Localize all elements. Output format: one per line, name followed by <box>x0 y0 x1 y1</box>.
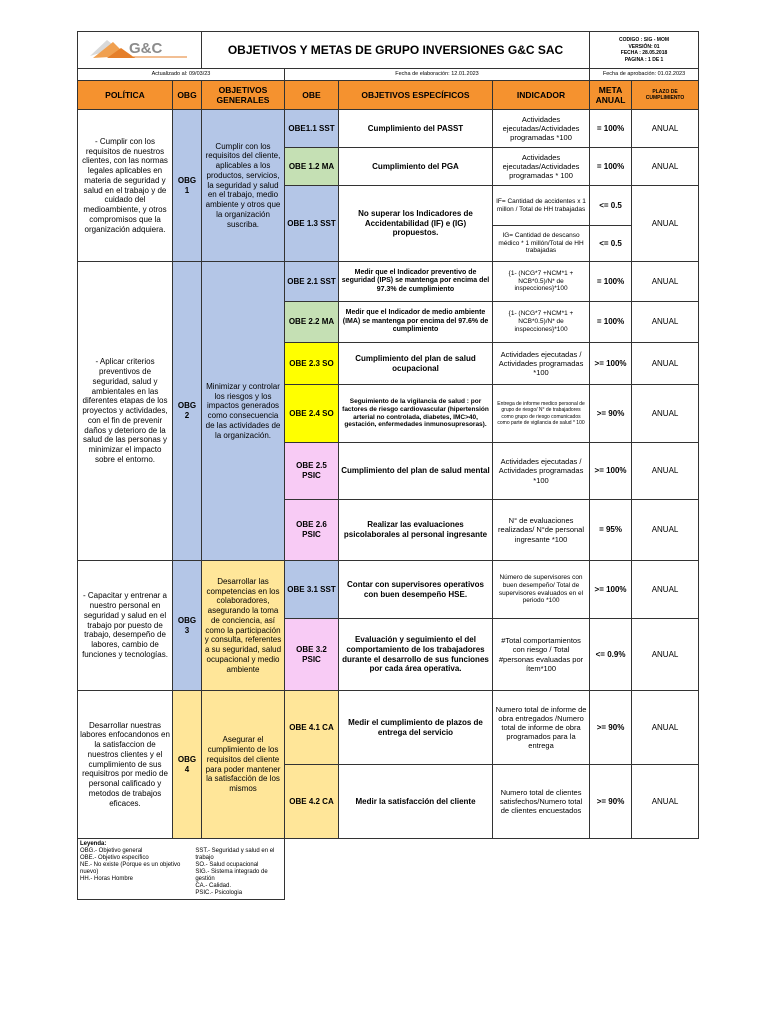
politica-2: - Aplicar criterios preventivos de seguridad, salud y ambientales en las diferentes etapas de los proyectos y actividades, con el fin de prevenir daños y deterioro de la salud de las personas y minimizar el impacto sobre el entorno. <box>78 262 173 561</box>
especifico-1-2: Cumplimiento del PGA <box>339 148 493 186</box>
meta-4-1: >= 90% <box>590 691 632 765</box>
elaboration-date: Fecha de elaboración: 12.01.2023 <box>285 69 590 81</box>
objetivo-general-4: Asegurar el cumplimiento de los requisitos del cliente para poder mantener la satisfacción de los mismos <box>202 691 285 839</box>
meta-2-6: = 95% <box>590 500 632 561</box>
obe-1-2: OBE 1.2 MA <box>285 148 339 186</box>
updated-date: Actualizado al: 09/03/23 <box>78 69 285 81</box>
plazo-2-3: ANUAL <box>632 343 699 385</box>
obe-2-1: OBE 2.1 SST <box>285 262 339 302</box>
obe-1-1: OBE1.1 SST <box>285 110 339 148</box>
indicador-2-6: N° de evaluaciones realizadas/ N°de personal ingresante *100 <box>493 500 590 561</box>
company-logo <box>78 32 202 69</box>
indicador-1-3b: IG= Cantidad de descanso médico * 1 millón/Total de HH trabajadas <box>493 226 590 262</box>
table-row <box>78 691 699 765</box>
indicador-3-1: Número de supervisores con buen desempeño/ Total de supervisores evaluados en el periodo *100 <box>493 561 590 619</box>
indicador-1-1: Actividades ejecutadas/Actividades programadas *100 <box>493 110 590 148</box>
obe-1-3: OBE 1.3 SST <box>285 186 339 262</box>
obe-2-5: OBE 2.5 PSIC <box>285 443 339 500</box>
doc-page: PAGINA : 1 DE 1 <box>624 56 664 63</box>
meta-4-2: >= 90% <box>590 765 632 839</box>
legend-item: HH.- Horas Hombre <box>80 875 134 882</box>
indicador-2-5: Actividades ejecutadas / Actividades programadas *100 <box>493 443 590 500</box>
plazo-2-6: ANUAL <box>632 500 699 561</box>
especifico-1-3: No superar los Indicadores de Accidentabilidad (IF) e (IG) propuestos. <box>339 186 493 262</box>
meta-1-3b: <= 0.5 <box>590 226 632 262</box>
obe-2-2: OBE 2.2 MA <box>285 302 339 343</box>
col-header-plazo: PLAZO DE CUMPLIMIENTO <box>632 81 699 110</box>
politica-1: - Cumplir con los requisitos de nuestros clientes, con las normas legales aplicables en materia de seguridad y salud en el trabajo y de cuidado del medioambiente, y otros compromisos que la organización adquiera. <box>78 110 173 262</box>
legend-item: OBG.- Objetivo general <box>80 848 143 855</box>
approval-date: Fecha de aprobación: 01.02.2023 <box>590 69 699 81</box>
indicador-1-3a: IF= Cantidad de accidentes x 1 millon / Total de HH trabajadas <box>493 186 590 226</box>
indicador-4-2: Numero total de clientes satisfechos/Numero total de clientes encuestados <box>493 765 590 839</box>
legend-item: SIG.- Sistema integrado de gestión <box>195 868 268 882</box>
legend-item: CA.- Calidad. <box>195 882 232 889</box>
legend-item: OBE.- Objetivo específico <box>80 855 149 862</box>
col-header-objetivos-generales: OBJETIVOS GENERALES <box>202 81 285 110</box>
meta-2-5: >= 100% <box>590 443 632 500</box>
indicador-1-2: Actividades ejecutadas/Actividades programadas * 100 <box>493 148 590 186</box>
plazo-3-1: ANUAL <box>632 561 699 619</box>
doc-version: VERSIÓN: 01 <box>628 43 660 50</box>
obe-2-3: OBE 2.3 SO <box>285 343 339 385</box>
plazo-1-3: ANUAL <box>632 186 699 262</box>
indicador-2-4: Entrega de informe medico personal de grupo de riesgo/ N° de trabajadores como grupo de riesgo comunicados como parte de vigilancia de salud * 100 <box>493 385 590 443</box>
plazo-1-1: ANUAL <box>632 110 699 148</box>
plazo-4-2: ANUAL <box>632 765 699 839</box>
obe-4-1: OBE 4.1 CA <box>285 691 339 765</box>
especifico-2-3: Cumplimiento del plan de salud ocupacional <box>339 343 493 385</box>
especifico-4-1: Medir el cumplimiento de plazos de entrega del servicio <box>339 691 493 765</box>
meta-2-4: >= 90% <box>590 385 632 443</box>
legend-title: Leyenda: <box>80 841 107 847</box>
legend-item: SO.- Salud ocupacional <box>195 862 259 869</box>
indicador-2-2: {1- (NCG*7 +NCM*1 + NCB*0.5)/N* de inspecciones}*100 <box>493 302 590 343</box>
legend-item: NE.- No existe (Porque es un objetivo nuevo) <box>80 862 181 875</box>
indicador-4-1: Numero total de informe de obra entregados /Numero total de informe de obra programados para la entrega <box>493 691 590 765</box>
especifico-3-1: Contar con supervisores operativos con buen desempeño HSE. <box>339 561 493 619</box>
objetivo-general-2: Minimizar y controlar los riesgos y los impactos generados como consecuencia de las actividades de la organización. <box>202 262 285 561</box>
document-code-block <box>590 32 699 69</box>
legend <box>78 839 285 900</box>
especifico-2-1: Medir que el Indicador preventivo de seguridad (IPS) se mantenga por encima del 97.3% de cumplimiento <box>339 262 493 302</box>
especifico-4-2: Medir la satisfacción del cliente <box>339 765 493 839</box>
obe-2-4: OBE 2.4 SO <box>285 385 339 443</box>
plazo-4-1: ANUAL <box>632 691 699 765</box>
objectives-table <box>77 31 699 900</box>
politica-4: Desarrollar nuestras labores enfocandonos en la satisfaccion de nuestros clientes y el cumplimiento de sus requisitros por medio de personal calificado y metodos de trabajos eficaces. <box>78 691 173 839</box>
document-title: OBJETIVOS Y METAS DE GRUPO INVERSIONES G&C SAC <box>202 32 590 69</box>
table-row <box>78 262 699 302</box>
plazo-2-1: ANUAL <box>632 262 699 302</box>
obg-1: OBG 1 <box>173 110 202 262</box>
plazo-2-5: ANUAL <box>632 443 699 500</box>
meta-2-1: = 100% <box>590 262 632 302</box>
especifico-2-2: Medir que el Indicador de medio ambiente (IMA) se mantenga por encima del 97.6% de cumplimiento <box>339 302 493 343</box>
obe-4-2: OBE 4.2 CA <box>285 765 339 839</box>
obe-3-1: OBE 3.1 SST <box>285 561 339 619</box>
doc-code: CODIGO : SIG - MOM <box>619 37 670 43</box>
plazo-2-4: ANUAL <box>632 385 699 443</box>
especifico-2-4: Seguimiento de la vigilancia de salud : por factores de riesgo cardiovascular (hipertensión arterial no controlada, diabetes, IMC>40, gestación, enfermedades inmunosupresoras). <box>339 385 493 443</box>
meta-1-2: = 100% <box>590 148 632 186</box>
obg-4: OBG 4 <box>173 691 202 839</box>
obg-2: OBG 2 <box>173 262 202 561</box>
legend-item: PSIC.- Psicologia <box>195 889 243 896</box>
meta-3-2: <= 0.9% <box>590 619 632 691</box>
plazo-2-2: ANUAL <box>632 302 699 343</box>
obe-2-6: OBE 2.6 PSIC <box>285 500 339 561</box>
col-header-politica: POLÍTICA <box>78 81 173 110</box>
indicador-2-3: Actividades ejecutadas / Actividades programadas *100 <box>493 343 590 385</box>
especifico-1-1: Cumplimiento del PASST <box>339 110 493 148</box>
svg-text:G&C: G&C <box>128 39 162 57</box>
plazo-3-2: ANUAL <box>632 619 699 691</box>
col-header-obe: OBE <box>285 81 339 110</box>
obe-3-2: OBE 3.2 PSIC <box>285 619 339 691</box>
indicador-3-2: #Total comportamientos con riesgo / Total #personas evaluadas por ítem*100 <box>493 619 590 691</box>
table-row <box>78 561 699 619</box>
col-header-obg: OBG <box>173 81 202 110</box>
meta-1-1: = 100% <box>590 110 632 148</box>
objetivo-general-1: Cumplir con los requisitos del cliente, aplicables a los productos, servicios, la seguridad y salud en el trabajo, medio ambiente y otros que la organización suscriba. <box>202 110 285 262</box>
doc-date: FECHA : 28.05.2018 <box>620 50 668 56</box>
especifico-3-2: Evaluación y seguimiento el del comportamiento de los trabajadores durante el desarrollo de sus funciones por cada área operativa. <box>339 619 493 691</box>
objectives-sheet <box>77 31 698 900</box>
indicador-2-1: {1- (NCG*7 +NCM*1 + NCB*0.5)/N* de inspecciones}*100 <box>493 262 590 302</box>
col-header-objetivos-especificos: OBJETIVOS ESPECÍFICOS <box>339 81 493 110</box>
politica-3: - Capacitar y entrenar a nuestro personal en seguridad y salud en el trabajo por puesto de trabajo, desempeño de labores, cambio de funciones y tecnologías. <box>78 561 173 691</box>
objetivo-general-3: Desarrollar las competencias en los colaboradores, asegurando la toma de conciencia, así como la participación y consulta, referentes a su seguridad, salud ocupacional y medio ambiente <box>202 561 285 691</box>
col-header-meta-anual: META ANUAL <box>590 81 632 110</box>
especifico-2-6: Realizar las evaluaciones psicolaborales al personal ingresante <box>339 500 493 561</box>
obg-3: OBG 3 <box>173 561 202 691</box>
meta-2-3: >= 100% <box>590 343 632 385</box>
col-header-indicador: INDICADOR <box>493 81 590 110</box>
gc-logo-icon <box>85 34 195 64</box>
especifico-2-5: Cumplimiento del plan de salud mental <box>339 443 493 500</box>
meta-3-1: >= 100% <box>590 561 632 619</box>
table-row <box>78 110 699 148</box>
meta-2-2: = 100% <box>590 302 632 343</box>
meta-1-3a: <= 0.5 <box>590 186 632 226</box>
legend-item: SST.- Seguridad y salud en el trabajo <box>195 848 275 862</box>
plazo-1-2: ANUAL <box>632 148 699 186</box>
